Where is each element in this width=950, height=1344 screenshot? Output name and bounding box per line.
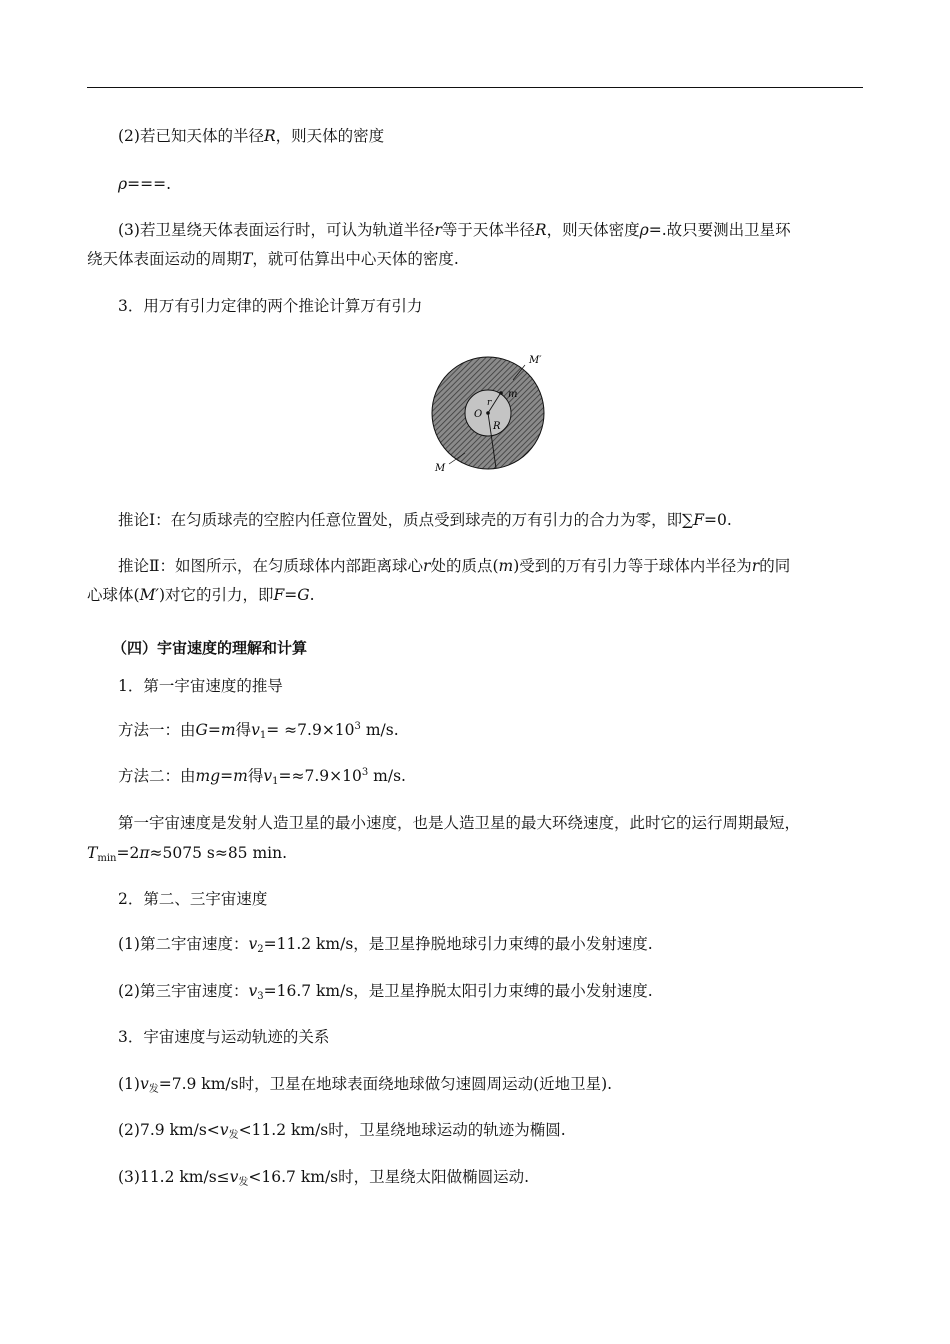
text: (3)11.2 km/s≤ (118, 1168, 230, 1186)
subscript: 发 (148, 1084, 159, 1095)
paragraph-relation-1 (118, 1074, 898, 1094)
var-r: r (434, 221, 442, 239)
paragraph-method-1 (118, 720, 898, 740)
text: m/s. (368, 767, 406, 785)
text: (1) (118, 1075, 140, 1093)
text: = ≈7.9×10 (266, 721, 355, 739)
heading-speed-trajectory-relation: 3．宇宙速度与运动轨迹的关系 (118, 1028, 330, 1046)
paragraph-third-speed (118, 981, 898, 1001)
text: = (220, 767, 234, 785)
text: =.故只要测出卫星环 (648, 221, 791, 239)
text: 推论Ⅱ：如图所示，在匀质球体内部距离球心 (118, 557, 424, 575)
paragraph-method-2 (118, 766, 898, 786)
text: 的同 (759, 557, 791, 575)
text: 方法一：由 (118, 721, 196, 739)
paragraph-surface-orbit-line1 (118, 220, 898, 240)
var-T: T (87, 844, 98, 862)
text: . (309, 586, 315, 604)
var-F: F (693, 511, 704, 529)
var-v: v (248, 982, 258, 1000)
label-M: M (435, 463, 446, 474)
subscript: 1 (272, 776, 279, 787)
text: 方法二：由 (118, 767, 196, 785)
text: m/s. (360, 721, 399, 739)
text: 推论Ⅰ：在匀质球壳的空腔内任意位置处，质点受到球壳的万有引力的合力为零，即∑ (118, 511, 694, 529)
text: 心球体( (87, 586, 140, 604)
text: (2)7.9 km/s< (118, 1121, 220, 1139)
heading-first-cosmic-speed: 1．第一宇宙速度的推导 (118, 677, 283, 695)
text: ，则天体的密度 (275, 127, 385, 145)
var-m: m (233, 767, 248, 785)
subscript: 发 (228, 1130, 239, 1141)
var-G: G (297, 586, 310, 604)
heading-second-third-speed: 2．第二、三宇宙速度 (118, 890, 268, 908)
var-v: v (219, 1121, 229, 1139)
text: = (284, 586, 298, 604)
text: 得 (235, 721, 252, 739)
text: <11.2 km/s时，卫星绕地球运动的轨迹为椭圆. (238, 1121, 566, 1139)
section-heading-cosmic-speed: （四）宇宙速度的理解和计算 (112, 639, 308, 657)
paragraph-density-known-radius (118, 126, 898, 146)
paragraph-second-speed (118, 934, 898, 954)
text: 绕天体表面运动的周期 (87, 250, 243, 268)
var-F: F (273, 586, 285, 604)
text: = (207, 721, 221, 739)
var-v: v (139, 1075, 149, 1093)
text: ，则天体密度 (546, 221, 640, 239)
var-v: v (251, 721, 260, 739)
paragraph-relation-3 (118, 1167, 898, 1187)
var-R: R (263, 127, 276, 145)
superscript: 3 (361, 767, 369, 778)
text: (3)若卫星绕天体表面运行时，可认为轨道半径 (118, 221, 435, 239)
text: =16.7 km/s，是卫星挣脱太阳引力束缚的最小发射速度. (263, 982, 653, 1000)
text: ≈5075 s≈85 min. (149, 844, 288, 862)
subscript: 3 (257, 991, 264, 1002)
var-rho: ρ (118, 175, 128, 193)
paragraph-inference-2-line1 (118, 556, 898, 576)
mass-point-m (499, 391, 503, 395)
var-v: v (229, 1168, 239, 1186)
paragraph-rho-formula (118, 174, 898, 194)
heading-two-inferences: 3．用万有引力定律的两个推论计算万有引力 (118, 297, 423, 315)
text: )受到的万有引力等于球体内半径为 (513, 557, 752, 575)
var-T: T (242, 250, 253, 268)
var-m: m (220, 721, 236, 739)
text: 得 (247, 767, 264, 785)
text: 处的质点( (430, 557, 499, 575)
text: <16.7 km/s时，卫星绕太阳做椭圆运动. (248, 1168, 530, 1186)
spherical-shell-figure (425, 350, 555, 475)
subscript: min (97, 853, 117, 864)
header-rule (87, 87, 863, 88)
text: =11.2 km/s，是卫星挣脱地球引力束缚的最小发射速度. (263, 935, 653, 953)
label-O: O (474, 409, 483, 420)
paragraph-relation-2 (118, 1120, 898, 1140)
var-R: R (534, 221, 547, 239)
var-pi: π (139, 844, 150, 862)
subscript: 1 (259, 730, 267, 741)
paragraph-inference-1 (118, 510, 898, 530)
label-R: R (493, 421, 501, 432)
paragraph-inference-2-line2 (87, 585, 867, 605)
text: =7.9 km/s时，卫星在地球表面绕地球做匀速圆周运动(近地卫星). (158, 1075, 613, 1093)
text: (1)第二宇宙速度： (118, 935, 249, 953)
var-v: v (263, 767, 273, 785)
var-mg: mg (195, 767, 221, 785)
var-M-prime: M′ (139, 586, 159, 604)
var-v: v (248, 935, 258, 953)
text: )对它的引力，即 (158, 586, 274, 604)
var-m: m (498, 557, 514, 575)
var-r: r (423, 557, 431, 575)
subscript: 发 (238, 1177, 249, 1188)
label-r: r (487, 398, 492, 408)
text: =≈7.9×10 (278, 767, 362, 785)
var-rho: ρ (639, 221, 649, 239)
superscript: 3 (354, 721, 361, 732)
paragraph-surface-orbit-line2 (87, 249, 867, 269)
paragraph-first-speed-desc-line1: 第一宇宙速度是发射人造卫星的最小速度，也是人造卫星的最大环绕速度，此时它的运行周期最短， (118, 814, 801, 832)
text: 等于天体半径 (441, 221, 535, 239)
text: ===. (127, 175, 172, 193)
text: =0. (703, 511, 732, 529)
text: (2)若已知天体的半径 (118, 127, 264, 145)
text: =2 (116, 844, 140, 862)
text: ，就可估算出中心天体的密度. (252, 250, 459, 268)
label-m: m (508, 389, 518, 400)
text: (2)第三宇宙速度： (118, 982, 249, 1000)
subscript: 2 (257, 944, 264, 955)
var-r: r (751, 557, 760, 575)
var-G: G (195, 721, 208, 739)
label-M-prime: M′ (529, 355, 542, 366)
paragraph-first-speed-desc-line2 (87, 843, 867, 863)
